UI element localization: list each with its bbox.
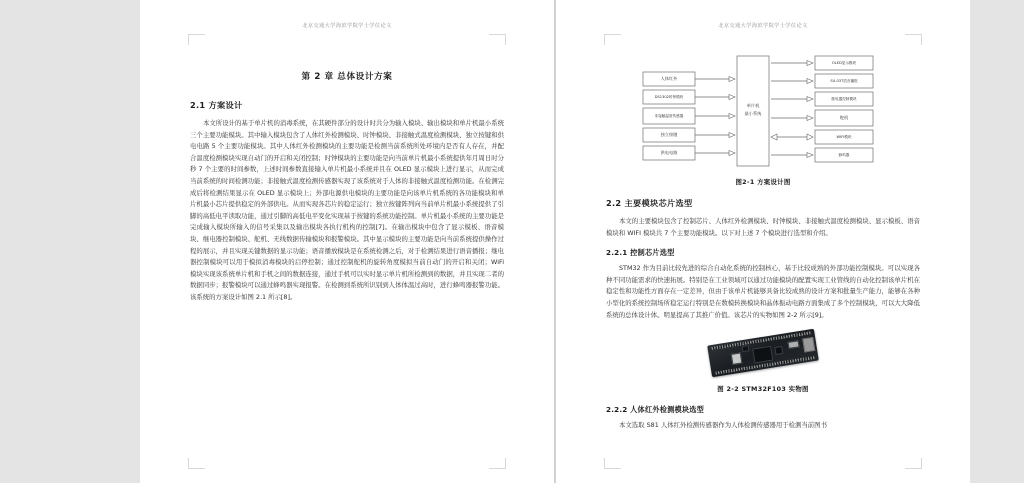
page-left bbox=[140, 0, 554, 483]
diagram-arrow-out-0 bbox=[771, 61, 813, 66]
component-crystal bbox=[731, 353, 743, 365]
page-right bbox=[556, 0, 970, 483]
subsection-heading-2-2-2: 2.2.2 人体红外检测模块选型 bbox=[606, 405, 705, 415]
diagram-output-label-5: 蜂鸣器 bbox=[838, 153, 850, 157]
page-right-content bbox=[606, 44, 920, 436]
section-heading-2-2: 2.2 主要模块芯片选型 bbox=[606, 198, 693, 208]
diagram-output-label-2: 继电器控制模块 bbox=[831, 97, 857, 101]
diagram-arrow-in-2 bbox=[695, 114, 735, 119]
component-button bbox=[742, 345, 750, 352]
component-regulator bbox=[774, 346, 783, 355]
stm32f103-board-photo bbox=[701, 327, 825, 379]
paragraph-2-2-1-body: STM32 作为目前比较先进的综合自动化系统的控制核心，基于比较成熟的外部功能控制模块。可以实现各种不同功能需求的快速拓展。特别是在工业领域可以通过功能模块的配置实现工业管线的自动化控制该单片机在稳定性和功能性方面存在一定差异，但由于该单片机能够具备比较成熟的设计方案和批量生产能力，能够在各种小型化的系统控制场所稳定运行特别是在数模转换模块和晶体振动电路方面集成了多个控制模块，可以大大降低系统的总体设计体。明显提高了其推广价值。该芯片的实物如图 2-2 所示[9]。 bbox=[606, 264, 920, 319]
paragraph-2-1-body: 本文所设计的基于单片机的消毒系统，在其硬件部分的设计时共分为输入模块、输出模块和单片机最小系统三个主要功能模块。其中输入模块包含了人体红外检测模块、时钟模块、非接触式温度检测模块、独立按键和供电电路 5 个主要功能模块。其中人体红外检测模块的主要功能是检测当前系统所处环境内是否有人存在，并配合温度检测模块实现自动门的开启和关闭控制；时钟模块的主要功能是向当前单片机最小系统提供年月周日时分秒 7 个主要的时间参数，上述时间参数直接输入单片机最小系统并且在 OLED 显示模块上进行显示，从而完成当前系统的时间检测功能；非接触式温度检测传感器实现了该系统对于人体的非接触式温度检测功能。在检测完成后将检测结果显示在 OLED 显示模块上；外部电源供电模块的主要功能是向该单片机系统的各功能模块和单片机最小芯片提供稳定的外部供电。从而实现各芯片的稳定运行；独立按键阵列向当前单片机最小系统提供了引脚的高低电平读取功能，通过引脚的高低电平变化实现基于按键的系统功能控制。单片机最小系统的主要功能是完成输入模块所输入的信号采集以及输出模块各执行机构的控制[7]。在输出模块中包含了显示模板、语音模块、继电器控制模块、舵机、无线数据传输模块和报警模块。其中显示模块的主要功能是向当前系统提供操作过程的展示，并且实现关键数据的显示功能；语音播放模块是在系统检测之后，对于检测结果进行语音播报；继电器控制模块可以用于模拟消毒模块的启停控制；通过控制舵机的旋转角度模拟当前自动门的开启和关闭；WiFi 模块实现该系统单片机和手机之间的数据连接，通过手机可以实时显示单片机所检测到的数据，并且实现二者的数据同步；报警模块可以通过蜂鸣器实现报警。在检测到系统所识别到人体体温过高时，进行蜂鸣器报警功能。该系统的方案设计如图 2.1 所示[8]。 bbox=[190, 119, 504, 301]
diagram-output-label-1: SU-03T语音播报 bbox=[830, 79, 858, 83]
block-diagram-wrap bbox=[606, 50, 920, 172]
stm32-photo-wrap bbox=[606, 327, 920, 379]
diagram-arrow-in-1 bbox=[695, 95, 735, 100]
component-capacitor bbox=[788, 340, 800, 349]
block-diagram-svg bbox=[629, 50, 897, 172]
diagram-arrow-in-4 bbox=[695, 151, 735, 156]
diagram-center-label-line2: 最小系统 bbox=[744, 111, 762, 116]
diagram-arrow-in-0 bbox=[695, 77, 735, 82]
diagram-input-label-0: 人体红外 bbox=[660, 76, 678, 81]
figure-2-1 bbox=[606, 50, 920, 186]
diagram-center-label-line1: 单片机 bbox=[746, 103, 760, 108]
paragraph-2-2-body: 本文的主要模块包含了控制芯片、人体红外检测模块、时钟模块、非接触式温度检测模块、显示模板、语音模块和 WIFI 模块共 7 个主要功能模块。以下对上述 7 个模块进行选型和介绍。 bbox=[606, 217, 920, 237]
diagram-output-label-0: OLED显示模块 bbox=[831, 61, 857, 65]
diagram-arrow-out-5 bbox=[771, 153, 813, 158]
page-corner-mark-br-right bbox=[905, 458, 922, 469]
running-header-left: 北京交通大学海滨学院学士学位论文 bbox=[302, 23, 392, 29]
diagram-input-label-2: 非接触温度传感器 bbox=[654, 114, 684, 118]
diagram-input-label-3: 独立按键 bbox=[660, 132, 678, 137]
diagram-input-label-4: 供电电路 bbox=[660, 150, 678, 155]
paragraph-2-2-2-body: 本文选取 S81 人体红外检测传感器作为人体检测传感器用于检测当前图书 bbox=[619, 421, 827, 430]
diagram-arrow-out-2 bbox=[771, 97, 813, 102]
board-pcb bbox=[707, 329, 819, 378]
running-header-right: 北京交通大学海滨学院学士学位论文 bbox=[718, 23, 808, 29]
figure-2-2 bbox=[606, 327, 920, 393]
chapter-title: 第 2 章 总体设计方案 bbox=[301, 72, 393, 82]
section-heading-2-1: 2.1 方案设计 bbox=[190, 100, 243, 110]
page-corner-mark-br bbox=[489, 458, 506, 469]
diagram-arrow-in-3 bbox=[695, 133, 735, 138]
diagram-output-label-4: WIFI模块 bbox=[836, 135, 852, 139]
diagram-arrow-out-4-bidirectional bbox=[771, 134, 813, 140]
diagram-input-label-1: DS1302时钟模块 bbox=[654, 95, 684, 99]
page-corner-mark-bl-right bbox=[604, 458, 621, 469]
page-left-content bbox=[190, 44, 504, 308]
mcu-chip bbox=[752, 346, 773, 364]
figure-2-2-caption: 图 2-2 STM32F103 实物图 bbox=[717, 385, 809, 394]
diagram-arrow-out-1 bbox=[771, 79, 813, 84]
usb-connector bbox=[802, 337, 815, 353]
diagram-arrow-out-3 bbox=[771, 116, 813, 121]
diagram-output-label-3: 舵机 bbox=[839, 115, 849, 120]
page-corner-mark-bl bbox=[188, 458, 205, 469]
figure-2-1-caption: 图2-1 方案设计图 bbox=[735, 178, 791, 186]
subsection-heading-2-2-1: 2.2.1 控制芯片选型 bbox=[606, 248, 675, 258]
